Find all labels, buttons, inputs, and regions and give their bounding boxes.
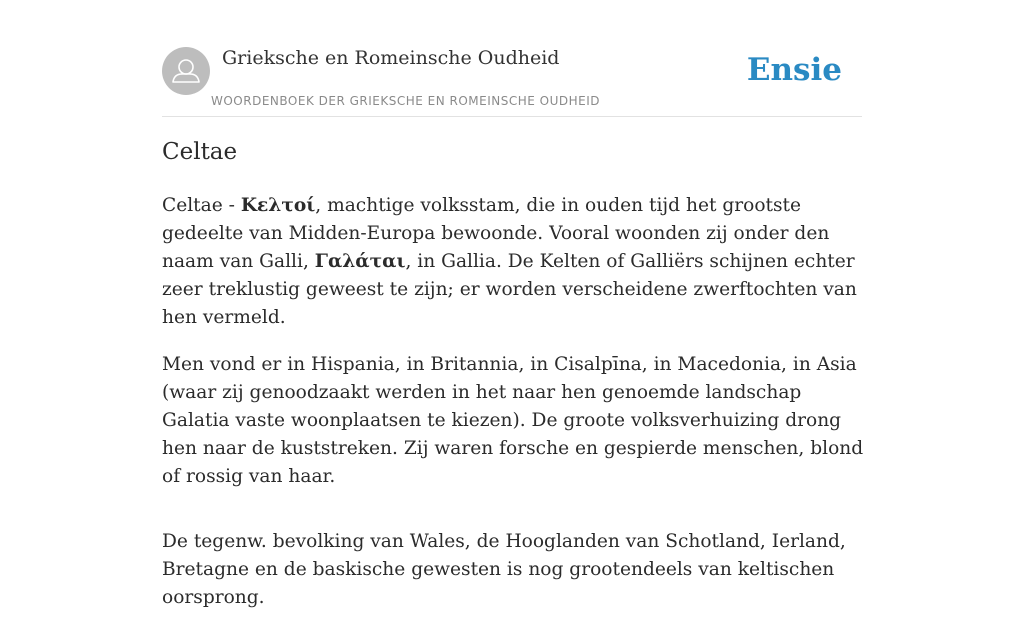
paragraph-2: Men vond er in Hispania, in Britannia, in Cisalpīna, in Macedonia, in Asia (waar zij genoodzaakt werden in het naar hen genoemde landschap Galatia vaste woonplaatsen te kiezen). De groote volksverhuizing drong hen naar de kuststreken. Zij waren forsche en gespierde menschen, blond of rossig van haar. xyxy=(162,354,864,487)
term-prefix: Celtae - xyxy=(162,195,241,216)
dictionary-header xyxy=(162,46,862,117)
ensie-logo-link[interactable]: Ensie xyxy=(746,52,842,88)
paragraph-text: , in Gallia. De Kelten of Galliërs schijnen echter zeer treklustig geweest te zijn; er worden verscheidene zwerftochten van hen vermeld. xyxy=(162,251,857,328)
article-body xyxy=(162,192,874,631)
paragraph-text: , machtige volksstam, die in ouden tijd het grootste gedeelte van Midden-Europa bewoonde. Vooral woonden zij onder den naam van Galli, xyxy=(162,195,830,272)
greek-term: Γαλάται xyxy=(314,251,406,272)
page-title: Celtae xyxy=(162,139,238,165)
book-subtitle[interactable]: WOORDENBOEK DER GRIEKSCHE EN ROMEINSCHE OUDHEID xyxy=(211,94,601,108)
paragraph-3: De tegenw. bevolking van Wales, de Hooglanden van Schotland, Ierland, Bretagne en de baskische gewesten is nog grootendeels van keltischen oorsprong. xyxy=(162,531,846,608)
greek-term: Κελτοί xyxy=(240,195,316,216)
book-title[interactable]: Grieksche en Romeinsche Oudheid xyxy=(222,47,560,69)
paragraph-1 xyxy=(162,192,874,332)
user-silhouette-icon[interactable] xyxy=(162,47,210,95)
